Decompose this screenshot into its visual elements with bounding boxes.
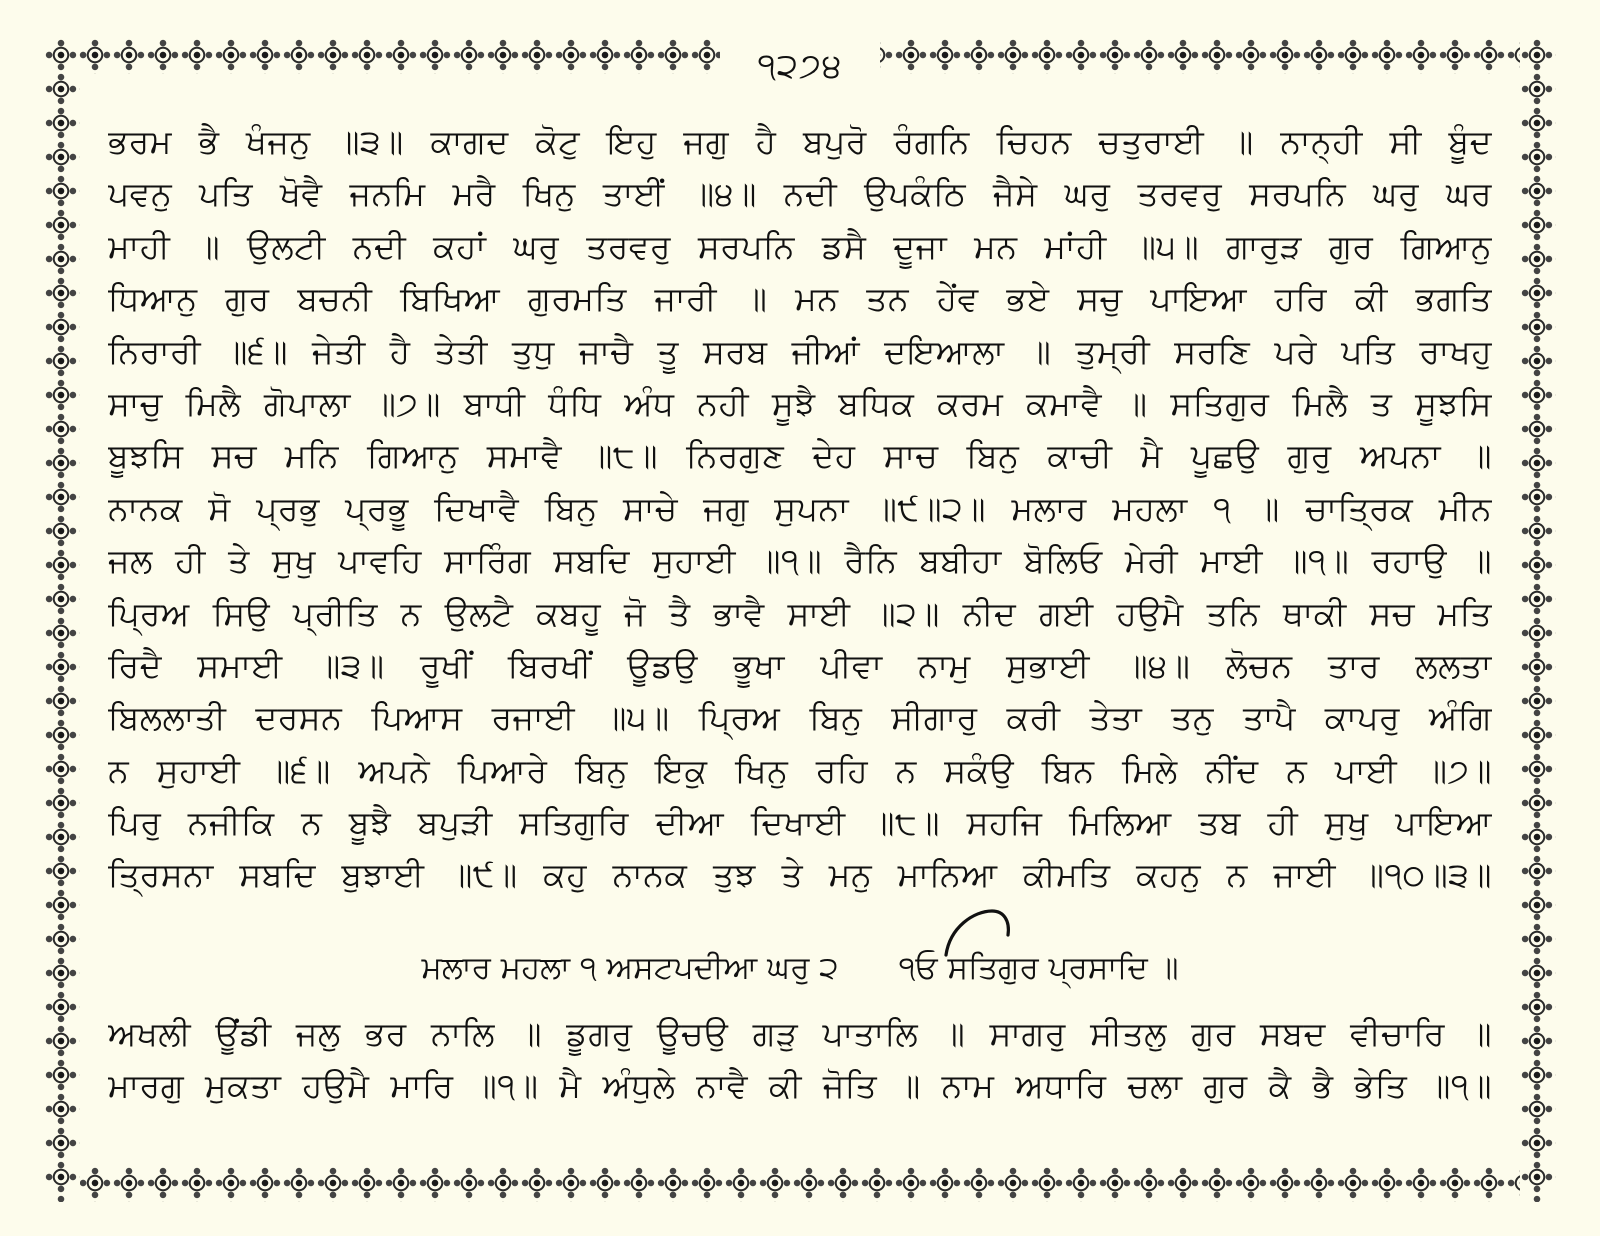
text-line: ਪ੍ਰਿਅ ਸਿਉ ਪ੍ਰੀਤਿ ਨ ਉਲਟੈ ਕਬਹੂ ਜੋ ਤੈ ਭਾਵੈ ਸਾਈ ॥੨॥ ਨੀਦ ਗਈ ਹਉਮੈ ਤਨਿ ਥਾਕੀ ਸਚ ਮਤਿ: [108, 593, 1492, 633]
section-heading: [108, 938, 1492, 998]
text-line: ਨਾਨਕ ਸੋ ਪ੍ਰਭੁ ਪ੍ਰਭੂ ਦਿਖਾਵੈ ਬਿਨੁ ਸਾਚੇ ਜਗੁ ਸੁਪਨਾ ॥੯॥੨॥ ਮਲਾਰ ਮਹਲਾ ੧ ॥ ਚਾਤ੍ਰਿਕ ਮੀਨ: [108, 488, 1492, 528]
text-line: ਭਰਮ ਭੈ ਖੰਜਨੁ ॥੩॥ ਕਾਗਦ ਕੋਟੁ ਇਹੁ ਜਗੁ ਹੈ ਬਪੁਰੋ ਰੰਗਨਿ ਚਿਹਨ ਚਤੁਰਾਈ ॥ ਨਾਨ੍ਹੀ ਸੀ ਬੂੰਦ: [108, 122, 1492, 161]
heading-raag-title: ਮਲਾਰ ਮਹਲਾ ੧ ਅਸਟਪਦੀਆ ਘਰੁ ੨: [421, 950, 839, 986]
text-line: ਮਾਹੀ ॥ ਉਲਟੀ ਨਦੀ ਕਹਾਂ ਘਰੁ ਤਰਵਰੁ ਸਰਪਨਿ ਡਸੈ ਦੂਜਾ ਮਨ ਮਾਂਹੀ ॥੫॥ ਗਾਰੁੜ ਗੁਰ ਗਿਆਨੁ: [108, 226, 1492, 266]
flower-border-bottom-icon: [44, 1166, 1556, 1202]
text-line: ਨਿਰਾਰੀ ॥੬॥ ਜੇਤੀ ਹੈ ਤੇਤੀ ਤੁਧੁ ਜਾਚੈ ਤੂ ਸਰਬ ਜੀਆਂ ਦਇਆਲਾ ॥ ਤੁਮ੍ਰੀ ਸਰਣਿ ਪਰੇ ਪਤਿ ਰਾਖਹੁ: [108, 331, 1492, 371]
scripture-text-block: [108, 116, 1492, 902]
flower-border-right-icon: [1520, 38, 1556, 1202]
text-line: ਤ੍ਰਿਸਨਾ ਸਬਦਿ ਬੁਝਾਈ ॥੯॥ ਕਹੁ ਨਾਨਕ ਤੁਝ ਤੇ ਮਨੁ ਮਾਨਿਆ ਕੀਮਤਿ ਕਹਨੁ ਨ ਜਾਈ ॥੧੦॥੩॥: [108, 855, 1492, 895]
text-line: ਧਿਆਨੁ ਗੁਰ ਬਚਨੀ ਬਿਖਿਆ ਗੁਰਮਤਿ ਜਾਰੀ ॥ ਮਨ ਤਨ ਹੇਂਵ ਭਏ ਸਚੁ ਪਾਇਆ ਹਰਿ ਕੀ ਭਗਤਿ: [108, 279, 1492, 319]
text-line: ਮਾਰਗੁ ਮੁਕਤਾ ਹਉਮੈ ਮਾਰਿ ॥੧॥ ਮੈ ਅੰਧੁਲੇ ਨਾਵੈ ਕੀ ਜੋਤਿ ॥ ਨਾਮ ਅਧਾਰਿ ਚਲਾ ਗੁਰ ਕੈ ਭੈ ਭੇਤਿ ॥੧॥: [108, 1066, 1492, 1106]
text-line: ਬਿਲਲਾਤੀ ਦਰਸਨ ਪਿਆਸ ਰਜਾਈ ॥੫॥ ਪ੍ਰਿਅ ਬਿਨੁ ਸੀਗਾਰੁ ਕਰੀ ਤੇਤਾ ਤਨੁ ਤਾਪੈ ਕਾਪਰੁ ਅੰਗਿ: [108, 698, 1492, 738]
heading-mool-mantar: ੧ਓ ਸਤਿਗੁਰ ਪ੍ਰਸਾਦਿ ॥: [898, 950, 1179, 986]
page-number: ੧੨੭੪: [720, 38, 880, 94]
text-line: ਬੂਝਸਿ ਸਚ ਮਨਿ ਗਿਆਨੁ ਸਮਾਵੈ ॥੮॥ ਨਿਰਗੁਣ ਦੇਹ ਸਾਚ ਬਿਨੁ ਕਾਚੀ ਮੈ ਪੂਛਉ ਗੁਰੁ ਅਪਨਾ ॥: [108, 436, 1492, 476]
text-line: ਪਿਰੁ ਨਜੀਕਿ ਨ ਬੂਝੈ ਬਪੁੜੀ ਸਤਿਗੁਰਿ ਦੀਆ ਦਿਖਾਈ ॥੮॥ ਸਹਜਿ ਮਿਲਿਆ ਤਬ ਹੀ ਸੁਖੁ ਪਾਇਆ: [108, 803, 1492, 843]
text-line: ਪਵਨੁ ਪਤਿ ਖੋਵੈ ਜਨਮਿ ਮਰੈ ਖਿਨੁ ਤਾਈਂ ॥੪॥ ਨਦੀ ਉਪਕੰਠਿ ਜੈਸੇ ਘਰੁ ਤਰਵਰੁ ਸਰਪਨਿ ਘਰੁ ਘਰ: [108, 174, 1492, 214]
flower-border-left-icon: [44, 38, 80, 1202]
text-line: ਅਖਲੀ ਊਂਡੀ ਜਲੁ ਭਰ ਨਾਲਿ ॥ ਡੂਗਰੁ ਊਚਉ ਗੜੁ ਪਾਤਾਲਿ ॥ ਸਾਗਰੁ ਸੀਤਲੁ ਗੁਰ ਸਬਦ ਵੀਚਾਰਿ ॥: [108, 1014, 1492, 1053]
text-line: ਨ ਸੁਹਾਈ ॥੬॥ ਅਪਨੇ ਪਿਆਰੇ ਬਿਨੁ ਇਕੁ ਖਿਨੁ ਰਹਿ ਨ ਸਕੰਉ ਬਿਨ ਮਿਲੇ ਨੀਂਦ ਨ ਪਾਈ ॥੭॥: [108, 750, 1492, 790]
text-line: ਸਾਚੁ ਮਿਲੈ ਗੋਪਾਲਾ ॥੭॥ ਬਾਧੀ ਧੰਧਿ ਅੰਧ ਨਹੀ ਸੂਝੈ ਬਧਿਕ ਕਰਮ ਕਮਾਵੈ ॥ ਸਤਿਗੁਰ ਮਿਲੈ ਤ ਸੂਝਸਿ: [108, 383, 1492, 423]
text-line: ਜਲ ਹੀ ਤੇ ਸੁਖੁ ਪਾਵਹਿ ਸਾਰਿੰਗ ਸਬਦਿ ਸੁਹਾਈ ॥੧॥ ਰੈਨਿ ਬਬੀਹਾ ਬੋਲਿਓ ਮੇਰੀ ਮਾਈ ॥੧॥ ਰਹਾਉ ॥: [108, 541, 1492, 581]
scripture-text-block-after-heading: [108, 1008, 1492, 1113]
text-line: ਰਿਦੈ ਸਮਾਈ ॥੩॥ ਰੂਖੀਂ ਬਿਰਖੀਂ ਊਡਉ ਭੂਖਾ ਪੀਵਾ ਨਾਮੁ ਸੁਭਾਈ ॥੪॥ ਲੋਚਨ ਤਾਰ ਲਲਤਾ: [108, 645, 1492, 685]
